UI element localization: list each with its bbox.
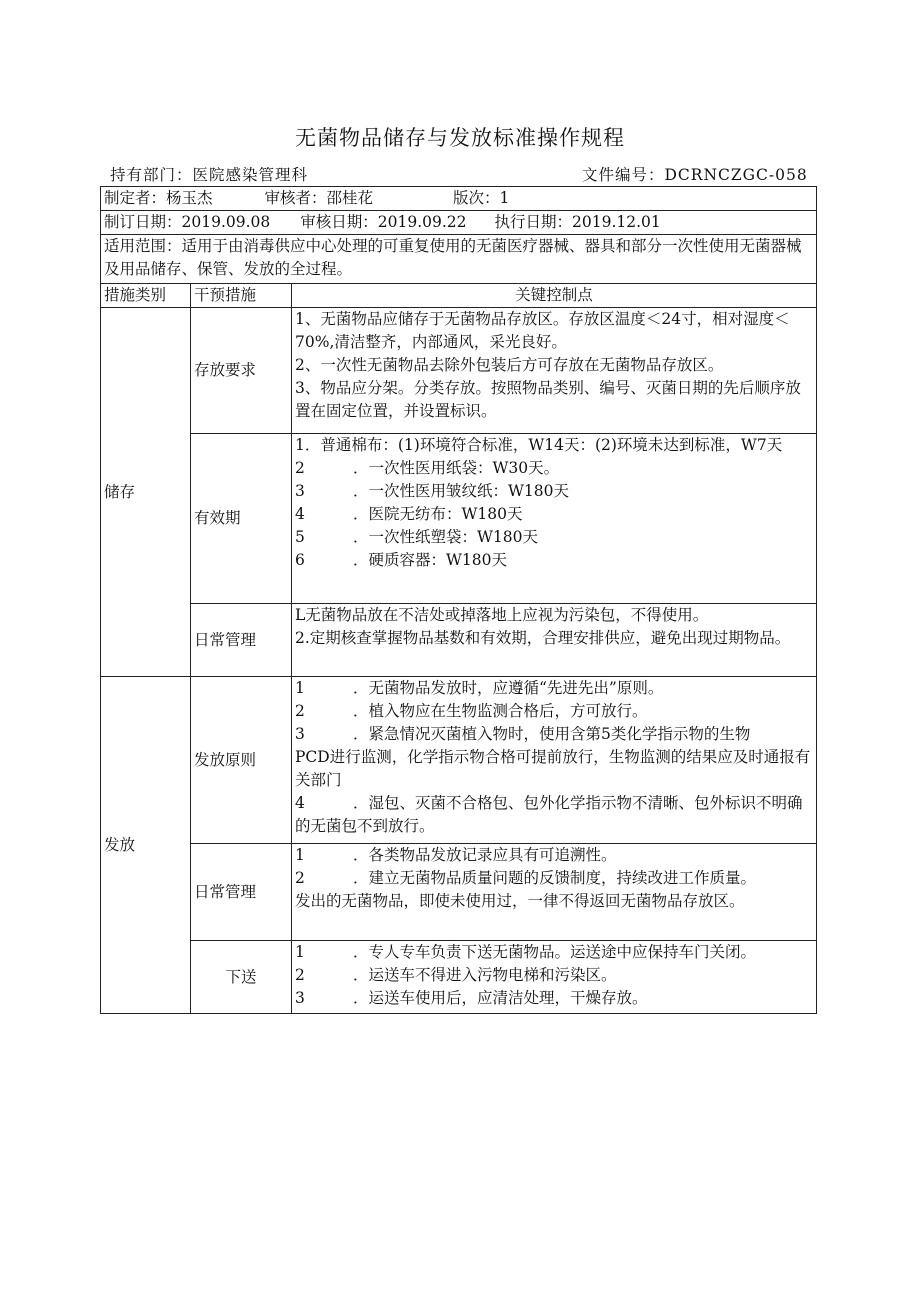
document-number: 文件编号：DCRNCZGC-058 bbox=[582, 166, 808, 184]
storage-row-3 bbox=[101, 604, 817, 677]
measure-dispatch-principle: 发放原则 bbox=[191, 677, 292, 844]
measure-validity: 有效期 bbox=[191, 434, 292, 604]
list-item: 5 ．一次性纸塑袋：W180天 bbox=[295, 528, 539, 546]
list-item: 4 ．医院无纺布：W180天 bbox=[295, 505, 523, 523]
document-title: 无菌物品储存与发放标准操作规程 bbox=[295, 126, 625, 150]
control-validity bbox=[292, 434, 817, 604]
list-item: 1 ．无菌物品发放时，应遵循“先进先出”原则。 bbox=[295, 679, 664, 697]
measure-delivery: 下送 bbox=[191, 941, 292, 1014]
list-item: 2 ．建立无菌物品质量问题的反馈制度，持续改进工作质量。 bbox=[295, 869, 757, 887]
header-control: 关键控制点 bbox=[292, 284, 817, 308]
list-item: L无菌物品放在不洁处或掉落地上应视为污染包，不得使用。 bbox=[295, 606, 709, 624]
list-item: 3 ．紧急情况灭菌植入物时，使用含第5类化学指示物的生物 bbox=[295, 725, 751, 743]
list-item: 3、物品应分架。分类存放。按照物品类别、编号、灭菌日期的先后顺序放置在固定位置，并设置标识。 bbox=[295, 379, 801, 420]
category-storage: 储存 bbox=[101, 308, 191, 677]
department-label: 持有部门：医院感染管理科 bbox=[110, 166, 309, 184]
list-item: 3 ．一次性医用皱纹纸：W180天 bbox=[295, 482, 570, 500]
scope-text: 适用范围：适用于由消毒供应中心处理的可重复使用的无菌医疗器械、器具和部分一次性使用无菌器械及用品储存、保管、发放的全过程。 bbox=[101, 235, 817, 284]
storage-row-2 bbox=[101, 434, 817, 604]
list-item: 2 ．运送车不得进入污物电梯和污染区。 bbox=[295, 966, 617, 984]
list-item: 发出的无菌物品，即使未使用过，一律不得返回无菌物品存放区。 bbox=[295, 892, 745, 910]
list-item: PCD进行监测，化学指示物合格可提前放行，生物监测的结果应及时通报有关部门 bbox=[295, 748, 811, 789]
list-item: 2 ．植入物应在生物监测合格后，方可放行。 bbox=[295, 702, 648, 720]
measure-storage-requirement: 存放要求 bbox=[191, 308, 292, 434]
list-item: 4 ．湿包、灭菌不合格包、包外化学指示物不清晰、包外标识不明确的无菌包不到放行。 bbox=[295, 794, 803, 835]
list-item: 2 ．一次性医用纸袋：W30天。 bbox=[295, 459, 560, 477]
control-dispatch-principle bbox=[292, 677, 817, 844]
reviewer: 审核者：邵桂花 bbox=[264, 189, 374, 207]
list-item: 1．普通棉布：(1)环境符合标准，W14天：(2)环境未达到标准，W7天 bbox=[295, 436, 783, 454]
author: 制定者：杨玉杰 bbox=[104, 189, 213, 207]
storage-row-1 bbox=[101, 308, 817, 434]
list-item: 1 ．各类物品发放记录应具有可追溯性。 bbox=[295, 846, 617, 864]
measure-dispatch-management: 日常管理 bbox=[191, 844, 292, 941]
header-category: 措施类别 bbox=[101, 284, 191, 308]
list-item: 3 ．运送车使用后，应清洁处理，干燥存放。 bbox=[295, 989, 648, 1007]
category-dispatch: 发放 bbox=[101, 677, 191, 1014]
list-item: 6 ．硬质容器：W180天 bbox=[295, 551, 508, 569]
measure-daily-management: 日常管理 bbox=[191, 604, 292, 677]
header-measure: 干预措施 bbox=[191, 284, 292, 308]
sop-table bbox=[100, 186, 817, 1014]
date-row bbox=[101, 211, 817, 235]
made-date: 制订日期：2019.09.08 bbox=[104, 213, 271, 231]
header-row bbox=[101, 284, 817, 308]
control-dispatch-management bbox=[292, 844, 817, 941]
list-item: 2、一次性无菌物品去除外包装后方可存放在无菌物品存放区。 bbox=[295, 356, 724, 374]
version: 版次：1 bbox=[453, 189, 510, 207]
author-row bbox=[101, 187, 817, 211]
dispatch-row-3 bbox=[101, 941, 817, 1014]
scope-row bbox=[101, 235, 817, 284]
control-daily-management bbox=[292, 604, 817, 677]
exec-date: 执行日期：2019.12.01 bbox=[494, 213, 661, 231]
dispatch-row-2 bbox=[101, 844, 817, 941]
dispatch-row-1 bbox=[101, 677, 817, 844]
control-storage-requirement bbox=[292, 308, 817, 434]
list-item: 1、无菌物品应储存于无菌物品存放区。存放区温度＜24寸，相对湿度＜70%,清洁整齐，内部通风，采光良好。 bbox=[295, 310, 790, 351]
review-date: 审核日期：2019.09.22 bbox=[300, 213, 467, 231]
list-item: 2.定期核查掌握物品基数和有效期，合理安排供应，避免出现过期物品。 bbox=[295, 629, 791, 647]
list-item: 1 ．专人专车负责下送无菌物品。运送途中应保持车门关闭。 bbox=[295, 943, 757, 961]
control-delivery bbox=[292, 941, 817, 1014]
